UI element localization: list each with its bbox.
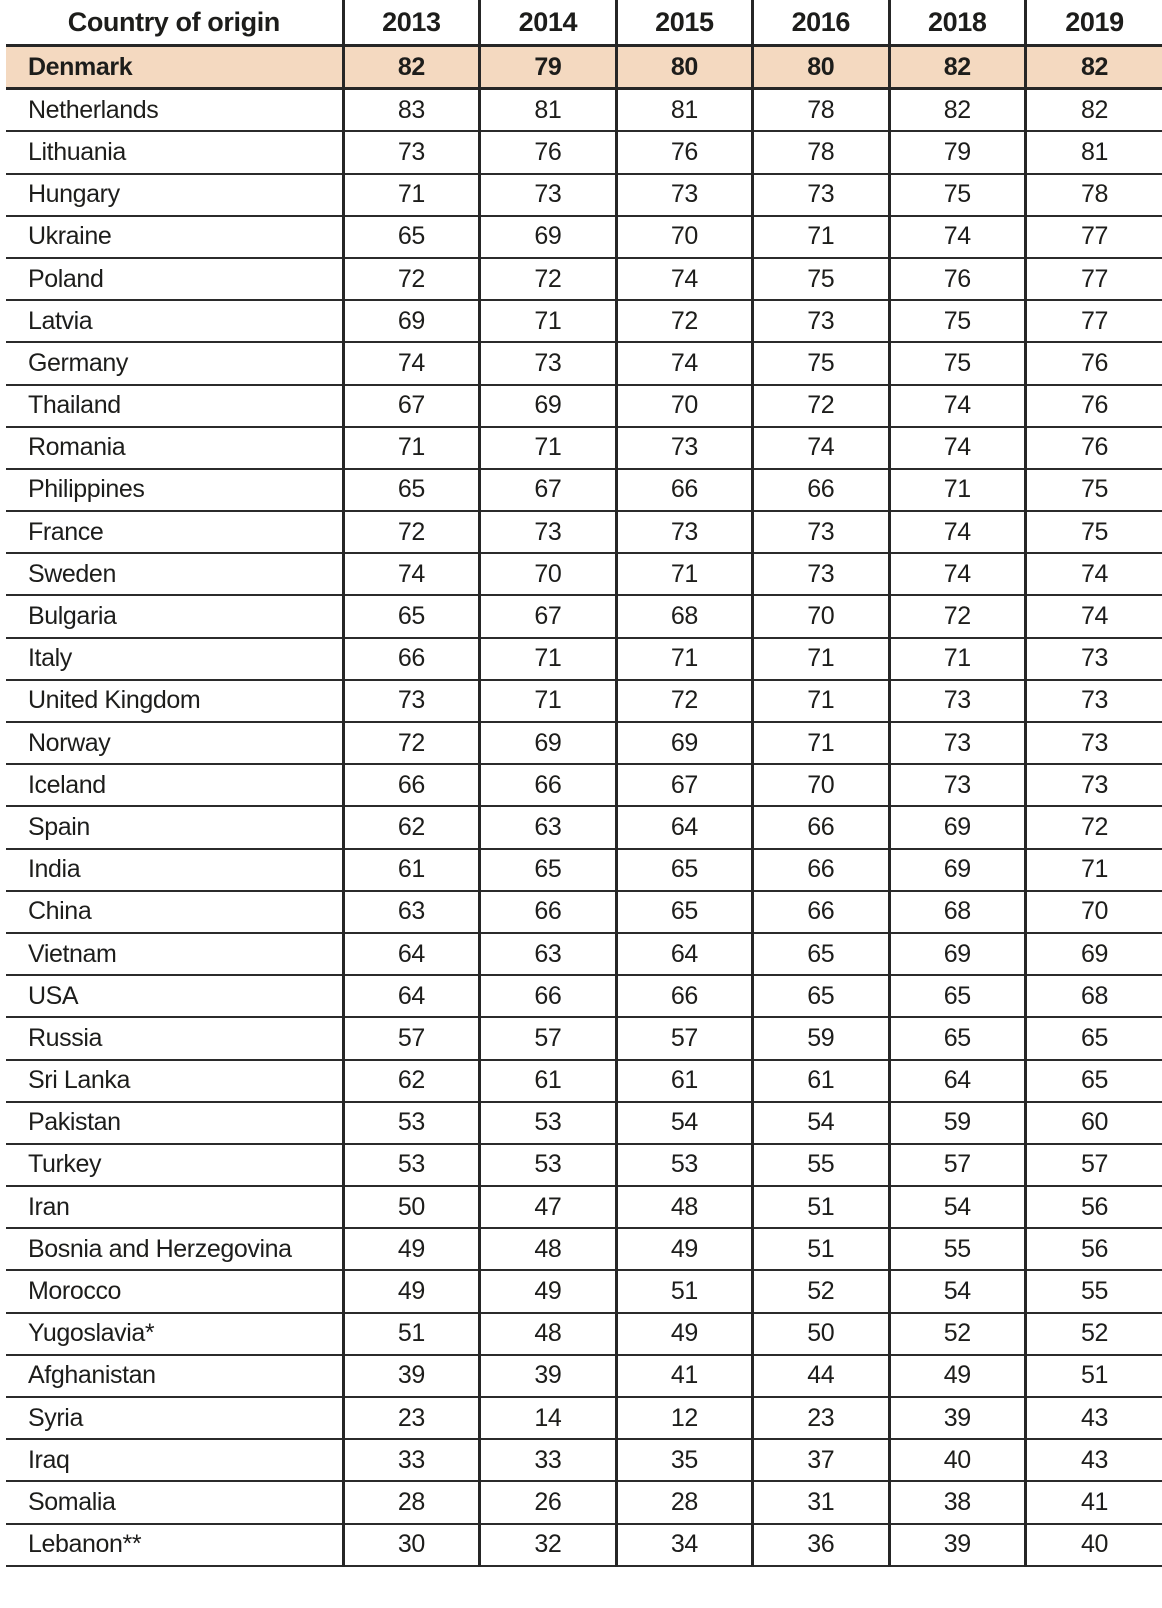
value-cell: 66 — [753, 849, 889, 891]
table-row-highlighted — [6, 46, 1162, 89]
value-cell: 73 — [480, 174, 616, 216]
value-cell: 48 — [616, 1186, 752, 1228]
value-cell: 30 — [343, 1524, 479, 1566]
value-cell: 73 — [616, 427, 752, 469]
value-cell: 73 — [480, 511, 616, 553]
value-cell: 67 — [480, 595, 616, 637]
value-cell: 49 — [889, 1355, 1025, 1397]
value-cell: 73 — [1026, 722, 1162, 764]
value-cell: 63 — [343, 891, 479, 933]
value-cell: 75 — [753, 258, 889, 300]
value-cell: 70 — [480, 553, 616, 595]
column-header-2018: 2018 — [889, 0, 1025, 46]
country-of-origin-table — [6, 0, 1162, 1567]
value-cell: 49 — [616, 1313, 752, 1355]
value-cell: 51 — [1026, 1355, 1162, 1397]
value-cell: 66 — [480, 764, 616, 806]
table-row — [6, 385, 1162, 427]
value-cell: 37 — [753, 1439, 889, 1481]
country-cell: Sri Lanka — [6, 1060, 343, 1102]
value-cell: 72 — [616, 680, 752, 722]
value-cell: 68 — [1026, 975, 1162, 1017]
value-cell: 73 — [889, 722, 1025, 764]
value-cell: 78 — [753, 89, 889, 132]
value-cell: 39 — [343, 1355, 479, 1397]
country-cell: Syria — [6, 1397, 343, 1439]
country-cell: Latvia — [6, 300, 343, 342]
value-cell: 74 — [753, 427, 889, 469]
value-cell: 49 — [343, 1270, 479, 1312]
value-cell: 80 — [753, 46, 889, 89]
value-cell: 36 — [753, 1524, 889, 1566]
value-cell: 28 — [343, 1481, 479, 1523]
table-row — [6, 427, 1162, 469]
value-cell: 54 — [889, 1186, 1025, 1228]
table-row — [6, 1144, 1162, 1186]
value-cell: 77 — [1026, 216, 1162, 258]
country-cell: Sweden — [6, 553, 343, 595]
value-cell: 82 — [889, 46, 1025, 89]
table-row — [6, 1481, 1162, 1523]
country-cell: Spain — [6, 806, 343, 848]
value-cell: 59 — [753, 1017, 889, 1059]
value-cell: 76 — [1026, 427, 1162, 469]
country-cell: Norway — [6, 722, 343, 764]
value-cell: 66 — [753, 806, 889, 848]
value-cell: 76 — [889, 258, 1025, 300]
value-cell: 64 — [343, 933, 479, 975]
table-row — [6, 1439, 1162, 1481]
value-cell: 73 — [616, 174, 752, 216]
value-cell: 43 — [1026, 1397, 1162, 1439]
value-cell: 54 — [616, 1102, 752, 1144]
value-cell: 82 — [343, 46, 479, 89]
table-row — [6, 174, 1162, 216]
value-cell: 32 — [480, 1524, 616, 1566]
value-cell: 79 — [480, 46, 616, 89]
value-cell: 71 — [343, 174, 479, 216]
country-cell: United Kingdom — [6, 680, 343, 722]
country-cell: France — [6, 511, 343, 553]
value-cell: 73 — [480, 342, 616, 384]
value-cell: 64 — [889, 1060, 1025, 1102]
country-cell: USA — [6, 975, 343, 1017]
table-row — [6, 595, 1162, 637]
value-cell: 71 — [616, 638, 752, 680]
value-cell: 74 — [343, 553, 479, 595]
value-cell: 70 — [1026, 891, 1162, 933]
country-cell: Somalia — [6, 1481, 343, 1523]
value-cell: 73 — [753, 300, 889, 342]
value-cell: 55 — [1026, 1270, 1162, 1312]
value-cell: 65 — [889, 1017, 1025, 1059]
value-cell: 65 — [616, 849, 752, 891]
value-cell: 70 — [753, 595, 889, 637]
column-header-2019: 2019 — [1026, 0, 1162, 46]
value-cell: 73 — [753, 553, 889, 595]
value-cell: 44 — [753, 1355, 889, 1397]
value-cell: 76 — [1026, 342, 1162, 384]
value-cell: 61 — [753, 1060, 889, 1102]
value-cell: 68 — [889, 891, 1025, 933]
table-row — [6, 1228, 1162, 1270]
value-cell: 72 — [889, 595, 1025, 637]
value-cell: 73 — [889, 680, 1025, 722]
value-cell: 65 — [889, 975, 1025, 1017]
country-cell: Germany — [6, 342, 343, 384]
country-cell: Hungary — [6, 174, 343, 216]
value-cell: 83 — [343, 89, 479, 132]
value-cell: 75 — [889, 342, 1025, 384]
table-row — [6, 131, 1162, 173]
value-cell: 73 — [616, 511, 752, 553]
value-cell: 54 — [889, 1270, 1025, 1312]
value-cell: 48 — [480, 1313, 616, 1355]
value-cell: 71 — [753, 722, 889, 764]
value-cell: 69 — [480, 385, 616, 427]
value-cell: 75 — [1026, 469, 1162, 511]
value-cell: 59 — [889, 1102, 1025, 1144]
value-cell: 75 — [1026, 511, 1162, 553]
header-row — [6, 0, 1162, 46]
value-cell: 55 — [753, 1144, 889, 1186]
country-cell: Italy — [6, 638, 343, 680]
value-cell: 74 — [889, 216, 1025, 258]
table-row — [6, 806, 1162, 848]
value-cell: 65 — [753, 933, 889, 975]
table-row — [6, 764, 1162, 806]
value-cell: 40 — [1026, 1524, 1162, 1566]
table-row — [6, 1397, 1162, 1439]
value-cell: 38 — [889, 1481, 1025, 1523]
value-cell: 61 — [616, 1060, 752, 1102]
table-row — [6, 849, 1162, 891]
country-cell: China — [6, 891, 343, 933]
value-cell: 73 — [1026, 638, 1162, 680]
value-cell: 60 — [1026, 1102, 1162, 1144]
value-cell: 67 — [343, 385, 479, 427]
value-cell: 70 — [616, 385, 752, 427]
table-row — [6, 469, 1162, 511]
value-cell: 65 — [480, 849, 616, 891]
value-cell: 71 — [1026, 849, 1162, 891]
value-cell: 69 — [616, 722, 752, 764]
country-cell: India — [6, 849, 343, 891]
value-cell: 61 — [480, 1060, 616, 1102]
table-row — [6, 300, 1162, 342]
value-cell: 71 — [616, 553, 752, 595]
country-cell: Afghanistan — [6, 1355, 343, 1397]
value-cell: 71 — [889, 638, 1025, 680]
value-cell: 74 — [1026, 595, 1162, 637]
value-cell: 57 — [480, 1017, 616, 1059]
value-cell: 81 — [480, 89, 616, 132]
country-cell: Yugoslavia* — [6, 1313, 343, 1355]
value-cell: 69 — [889, 849, 1025, 891]
value-cell: 73 — [1026, 764, 1162, 806]
value-cell: 71 — [753, 638, 889, 680]
value-cell: 81 — [1026, 131, 1162, 173]
value-cell: 53 — [480, 1144, 616, 1186]
column-header-2014: 2014 — [480, 0, 616, 46]
value-cell: 50 — [343, 1186, 479, 1228]
value-cell: 72 — [343, 258, 479, 300]
value-cell: 69 — [480, 722, 616, 764]
value-cell: 77 — [1026, 258, 1162, 300]
value-cell: 57 — [343, 1017, 479, 1059]
value-cell: 54 — [753, 1102, 889, 1144]
value-cell: 64 — [616, 806, 752, 848]
value-cell: 50 — [753, 1313, 889, 1355]
table-row — [6, 722, 1162, 764]
value-cell: 53 — [343, 1144, 479, 1186]
value-cell: 75 — [889, 174, 1025, 216]
table-row — [6, 1524, 1162, 1566]
value-cell: 76 — [480, 131, 616, 173]
value-cell: 65 — [343, 216, 479, 258]
value-cell: 74 — [889, 385, 1025, 427]
table-row — [6, 1102, 1162, 1144]
value-cell: 75 — [753, 342, 889, 384]
value-cell: 72 — [343, 722, 479, 764]
value-cell: 57 — [616, 1017, 752, 1059]
value-cell: 72 — [1026, 806, 1162, 848]
value-cell: 69 — [889, 806, 1025, 848]
country-cell: Thailand — [6, 385, 343, 427]
value-cell: 51 — [616, 1270, 752, 1312]
value-cell: 52 — [889, 1313, 1025, 1355]
country-cell: Morocco — [6, 1270, 343, 1312]
value-cell: 39 — [480, 1355, 616, 1397]
value-cell: 71 — [480, 680, 616, 722]
country-cell: Iran — [6, 1186, 343, 1228]
value-cell: 51 — [753, 1186, 889, 1228]
value-cell: 71 — [753, 680, 889, 722]
value-cell: 65 — [616, 891, 752, 933]
value-cell: 66 — [480, 891, 616, 933]
value-cell: 67 — [480, 469, 616, 511]
table-row — [6, 933, 1162, 975]
value-cell: 64 — [343, 975, 479, 1017]
country-cell: Netherlands — [6, 89, 343, 132]
column-header-2015: 2015 — [616, 0, 752, 46]
table-row — [6, 1355, 1162, 1397]
value-cell: 73 — [889, 764, 1025, 806]
value-cell: 82 — [1026, 46, 1162, 89]
country-cell: Ukraine — [6, 216, 343, 258]
value-cell: 71 — [753, 216, 889, 258]
value-cell: 49 — [480, 1270, 616, 1312]
country-cell: Turkey — [6, 1144, 343, 1186]
value-cell: 69 — [889, 933, 1025, 975]
table-row — [6, 553, 1162, 595]
value-cell: 66 — [616, 469, 752, 511]
value-cell: 69 — [1026, 933, 1162, 975]
value-cell: 51 — [753, 1228, 889, 1270]
value-cell: 78 — [1026, 174, 1162, 216]
value-cell: 31 — [753, 1481, 889, 1523]
value-cell: 71 — [343, 427, 479, 469]
value-cell: 74 — [616, 258, 752, 300]
table-row — [6, 216, 1162, 258]
value-cell: 65 — [1026, 1060, 1162, 1102]
value-cell: 74 — [1026, 553, 1162, 595]
value-cell: 69 — [480, 216, 616, 258]
value-cell: 72 — [753, 385, 889, 427]
value-cell: 65 — [343, 595, 479, 637]
value-cell: 82 — [1026, 89, 1162, 132]
column-header-2013: 2013 — [343, 0, 479, 46]
value-cell: 52 — [753, 1270, 889, 1312]
value-cell: 75 — [889, 300, 1025, 342]
value-cell: 39 — [889, 1397, 1025, 1439]
value-cell: 80 — [616, 46, 752, 89]
value-cell: 35 — [616, 1439, 752, 1481]
country-cell: Iraq — [6, 1439, 343, 1481]
country-cell: Lebanon** — [6, 1524, 343, 1566]
table-row — [6, 1017, 1162, 1059]
value-cell: 71 — [480, 427, 616, 469]
value-cell: 49 — [616, 1228, 752, 1270]
value-cell: 41 — [1026, 1481, 1162, 1523]
value-cell: 73 — [753, 511, 889, 553]
value-cell: 73 — [343, 680, 479, 722]
value-cell: 66 — [480, 975, 616, 1017]
value-cell: 74 — [343, 342, 479, 384]
value-cell: 67 — [616, 764, 752, 806]
table-row — [6, 511, 1162, 553]
country-cell: Bulgaria — [6, 595, 343, 637]
country-cell: Poland — [6, 258, 343, 300]
value-cell: 72 — [343, 511, 479, 553]
table-row — [6, 342, 1162, 384]
value-cell: 47 — [480, 1186, 616, 1228]
country-cell: Iceland — [6, 764, 343, 806]
value-cell: 61 — [343, 849, 479, 891]
value-cell: 66 — [343, 638, 479, 680]
value-cell: 41 — [616, 1355, 752, 1397]
value-cell: 74 — [889, 427, 1025, 469]
table-row — [6, 89, 1162, 132]
table-row — [6, 258, 1162, 300]
value-cell: 70 — [616, 216, 752, 258]
value-cell: 23 — [753, 1397, 889, 1439]
value-cell: 66 — [753, 469, 889, 511]
country-cell: Pakistan — [6, 1102, 343, 1144]
value-cell: 72 — [616, 300, 752, 342]
country-cell: Russia — [6, 1017, 343, 1059]
value-cell: 66 — [616, 975, 752, 1017]
country-cell: Romania — [6, 427, 343, 469]
country-cell: Vietnam — [6, 933, 343, 975]
column-header-country-of-origin: Country of origin — [6, 0, 343, 46]
value-cell: 78 — [753, 131, 889, 173]
value-cell: 63 — [480, 806, 616, 848]
value-cell: 55 — [889, 1228, 1025, 1270]
table-row — [6, 1270, 1162, 1312]
value-cell: 14 — [480, 1397, 616, 1439]
value-cell: 51 — [343, 1313, 479, 1355]
country-cell: Denmark — [6, 46, 343, 89]
value-cell: 53 — [616, 1144, 752, 1186]
table-row — [6, 1313, 1162, 1355]
value-cell: 73 — [1026, 680, 1162, 722]
value-cell: 33 — [480, 1439, 616, 1481]
value-cell: 53 — [480, 1102, 616, 1144]
value-cell: 76 — [1026, 385, 1162, 427]
value-cell: 43 — [1026, 1439, 1162, 1481]
table-row — [6, 638, 1162, 680]
value-cell: 71 — [480, 300, 616, 342]
column-header-2016: 2016 — [753, 0, 889, 46]
value-cell: 26 — [480, 1481, 616, 1523]
value-cell: 68 — [616, 595, 752, 637]
value-cell: 62 — [343, 1060, 479, 1102]
value-cell: 65 — [1026, 1017, 1162, 1059]
country-cell: Lithuania — [6, 131, 343, 173]
value-cell: 52 — [1026, 1313, 1162, 1355]
value-cell: 56 — [1026, 1186, 1162, 1228]
value-cell: 65 — [753, 975, 889, 1017]
value-cell: 74 — [616, 342, 752, 384]
value-cell: 69 — [343, 300, 479, 342]
table-row — [6, 1060, 1162, 1102]
value-cell: 79 — [889, 131, 1025, 173]
value-cell: 33 — [343, 1439, 479, 1481]
value-cell: 74 — [889, 511, 1025, 553]
table-row — [6, 680, 1162, 722]
value-cell: 64 — [616, 933, 752, 975]
table-row — [6, 1186, 1162, 1228]
value-cell: 66 — [753, 891, 889, 933]
country-cell: Bosnia and Herzegovina — [6, 1228, 343, 1270]
value-cell: 73 — [343, 131, 479, 173]
value-cell: 62 — [343, 806, 479, 848]
value-cell: 73 — [753, 174, 889, 216]
value-cell: 53 — [343, 1102, 479, 1144]
value-cell: 40 — [889, 1439, 1025, 1481]
value-cell: 72 — [480, 258, 616, 300]
value-cell: 82 — [889, 89, 1025, 132]
value-cell: 57 — [889, 1144, 1025, 1186]
value-cell: 66 — [343, 764, 479, 806]
value-cell: 77 — [1026, 300, 1162, 342]
value-cell: 71 — [480, 638, 616, 680]
value-cell: 65 — [343, 469, 479, 511]
country-cell: Philippines — [6, 469, 343, 511]
value-cell: 57 — [1026, 1144, 1162, 1186]
value-cell: 34 — [616, 1524, 752, 1566]
table-row — [6, 891, 1162, 933]
value-cell: 63 — [480, 933, 616, 975]
value-cell: 49 — [343, 1228, 479, 1270]
value-cell: 76 — [616, 131, 752, 173]
value-cell: 28 — [616, 1481, 752, 1523]
value-cell: 39 — [889, 1524, 1025, 1566]
value-cell: 70 — [753, 764, 889, 806]
value-cell: 81 — [616, 89, 752, 132]
value-cell: 56 — [1026, 1228, 1162, 1270]
value-cell: 48 — [480, 1228, 616, 1270]
value-cell: 71 — [889, 469, 1025, 511]
value-cell: 12 — [616, 1397, 752, 1439]
value-cell: 74 — [889, 553, 1025, 595]
value-cell: 23 — [343, 1397, 479, 1439]
table-row — [6, 975, 1162, 1017]
